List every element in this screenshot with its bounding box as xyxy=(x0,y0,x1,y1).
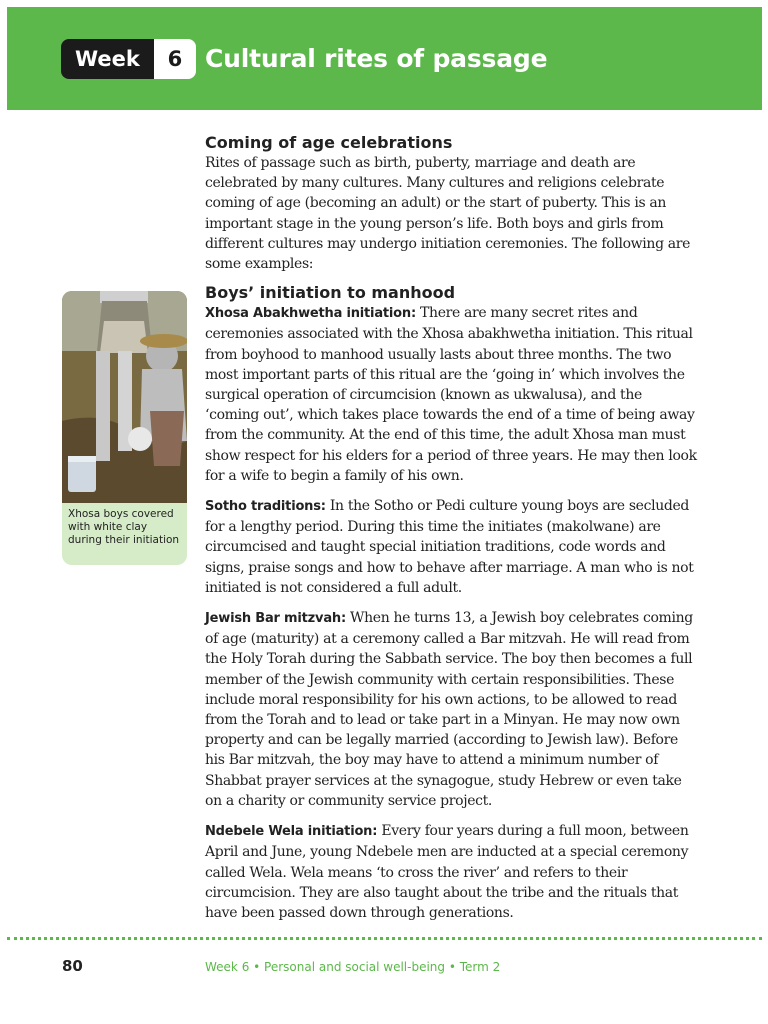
paragraph-text: In the Sotho or Pedi culture young boys are secluded for a lengthy period. During this time the initiates (makolwane) are circumcised and taught special initiation traditions, code words and signs, praise songs and how to behave after marriage. A man who is not initiated is not considered a full adult. xyxy=(205,498,694,596)
section-heading: Coming of age celebrations xyxy=(205,133,453,152)
paragraph-xhosa xyxy=(205,303,700,486)
paragraph-label: Sotho traditions: xyxy=(205,499,326,515)
page-title: Cultural rites of passage xyxy=(205,44,548,73)
main-content xyxy=(205,133,700,923)
paragraph-label: Jewish Bar mitzvah: xyxy=(205,611,346,627)
page-number: 80 xyxy=(62,957,83,975)
week-badge xyxy=(61,39,196,79)
photo-card xyxy=(62,291,187,565)
footer-text: Week 6 • Personal and social well-being • Term 2 xyxy=(205,960,501,974)
intro-paragraph: Rites of passage such as birth, puberty, marriage and death are celebrated by many cultures. Many cultures and religions celebrate coming of age (becoming an adult) or the start of puberty. This is an important stage in the young person’s life. Both boys and girls from different cultures may undergo initiation ceremonies. The following are some examples: xyxy=(205,155,691,273)
paragraph-label: Xhosa Abakhwetha initiation: xyxy=(205,306,416,322)
paragraph-text: There are many secret rites and ceremonies associated with the Xhosa abakhwetha initiation. This ritual from boyhood to manhood usually lasts about three months. The two most important parts of this ritual are the ‘going in’ which involves the surgical operation of circumcision (known as ukwalusa), and the ‘coming out’, which takes place towards the end of a time of being away from the community. At the end of this time, the adult Xhosa man must show respect for his elders for a period of three years. He may then look for a wife to begin a family of his own. xyxy=(205,305,697,484)
paragraph-text: Every four years during a full moon, between April and June, young Ndebele men are inducted at a special ceremony called Wela. Wela means ‘to cross the river’ and refers to their circumcision. They are also taught about the tribe and the rituals that have been passed down through generations. xyxy=(205,823,689,921)
week-number: 6 xyxy=(154,39,196,79)
photo-caption: Xhosa boys covered with white clay during their initiation xyxy=(68,508,180,546)
footer-divider xyxy=(7,937,762,940)
paragraph-label: Ndebele Wela initiation: xyxy=(205,824,378,840)
paragraph-text: When he turns 13, a Jewish boy celebrates coming of age (maturity) at a ceremony called a Bar mitzvah. He will read from the Holy Torah during the Sabbath service. The boy then becomes a full member of the Jewish community with certain responsibilities. These include moral responsibility for his own actions, to be allowed to read from the Torah and to lead or take part in a Minyan. He may now own property and can be legally married (according to Jewish law). Before his Bar mitzvah, the boy may have to attend a minimum number of Shabbat prayer services at the synagogue, study Hebrew or even take on a charity or community service project. xyxy=(205,610,693,809)
week-label: Week xyxy=(61,39,154,79)
subsection-heading: Boys’ initiation to manhood xyxy=(205,283,456,303)
paragraph-sotho xyxy=(205,496,700,598)
paragraph-bar-mitzvah xyxy=(205,608,700,811)
paragraph-ndebele xyxy=(205,821,700,923)
initiation-photo xyxy=(62,291,187,503)
